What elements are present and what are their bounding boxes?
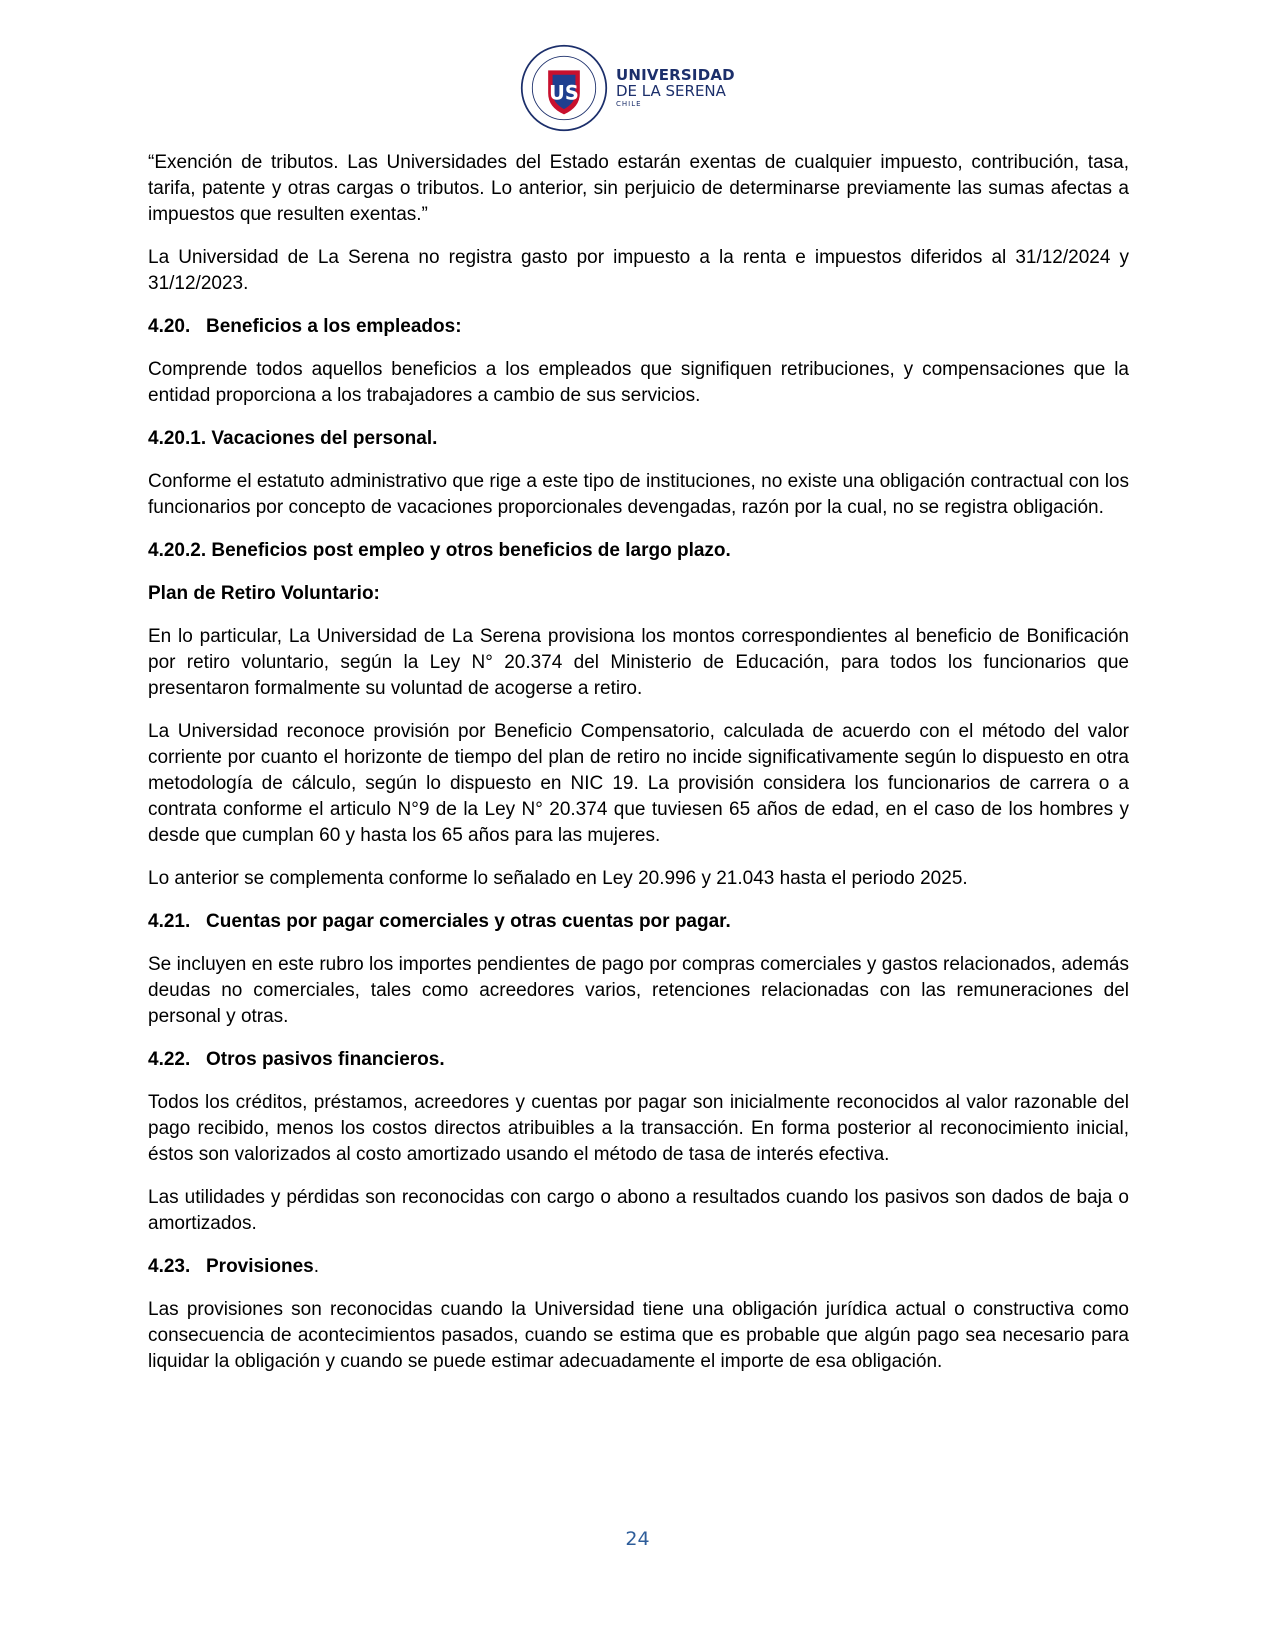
heading-title: Otros pasivos financieros. [206,1049,445,1070]
paragraph-accounts-payable: Se incluyen en este rubro los importes pendientes de pago por compras comerciales y gastos relacionados, además deudas no comerciales, tales como acreedores varios, retenciones relacionadas con las remuneraciones del personal y otras. [148,954,1129,1027]
svg-text:US: US [549,81,579,105]
heading-4-21 [148,909,1129,935]
logo-line-3: CHILE [616,99,642,108]
page-header [520,44,735,132]
logo-line-1: UNIVERSIDAD [616,66,735,85]
paragraph-tax-exemption-quote: “Exención de tributos. Las Universidades del Estado estarán exentas de cualquier impuesto, contribución, tasa, tarifa, patente y otras cargas o tributos. Lo anterior, sin perjuicio de determinarse previamente las sumas afectas a impuestos que resulten exentas.” [148,152,1129,225]
paragraph-provisions: Las provisiones son reconocidas cuando la Universidad tiene una obligación jurídica actual o constructiva como consecuencia de acontecimientos pasados, cuando se estima que es probable que algún pago sea necesario para liquidar la obligación y cuando se puede estimar adecuadamente el importe de esa obligación. [148,1299,1129,1372]
heading-4-23 [148,1254,1129,1280]
heading-plan-retiro: Plan de Retiro Voluntario: [148,583,380,604]
paragraph-retirement-bonus: En lo particular, La Universidad de La Serena provisiona los montos correspondientes al beneficio de Bonificación por retiro voluntario, según la Ley N° 20.374 del Ministerio de Educación, para todos los funcionarios que presentaron formalmente su voluntad de acogerse a retiro. [148,626,1129,699]
paragraph-law-complement: Lo anterior se complementa conforme lo señalado en Ley 20.996 y 21.043 hasta el periodo 2025. [148,868,968,889]
document-body [148,150,1129,1392]
logo-line-2: DE LA SERENA [616,81,726,100]
heading-title: Provisiones [206,1256,314,1277]
heading-4-22 [148,1047,1129,1073]
paragraph-financial-liabilities: Todos los créditos, préstamos, acreedores y cuentas por pagar son inicialmente reconocidos al valor razonable del pago recibido, menos los costos directos atribuibles a la transacción. En forma posterior al reconocimiento inicial, éstos son valorizados al costo amortizado usando el método de tasa de interés efectiva. [148,1092,1129,1165]
heading-period: . [313,1256,319,1277]
heading-4-20-2: 4.20.2. Beneficios post empleo y otros beneficios de largo plazo. [148,540,731,561]
heading-title: Beneficios a los empleados: [206,316,462,337]
university-logo-text [616,68,735,108]
heading-number: 4.20. [148,316,191,337]
paragraph-income-tax: La Universidad de La Serena no registra gasto por impuesto a la renta e impuestos diferidos al 31/12/2024 y 31/12/2023. [148,247,1129,294]
university-seal-icon [520,44,608,132]
page-number: 24 [625,1528,650,1550]
heading-number: 4.21. [148,911,191,932]
heading-title: Cuentas por pagar comerciales y otras cuentas por pagar. [206,911,731,932]
heading-4-20 [148,314,1129,340]
paragraph-employee-benefits: Comprende todos aquellos beneficios a los empleados que signifiquen retribuciones, y compensaciones que la entidad proporciona a los trabajadores a cambio de sus servicios. [148,359,1129,406]
paragraph-compensatory-benefit: La Universidad reconoce provisión por Beneficio Compensatorio, calculada de acuerdo con el método del valor corriente por cuanto el horizonte de tiempo del plan de retiro no incide significativamente según lo dispuesto en otra metodología de cálculo, según lo dispuesto en NIC 19. La provisión considera los funcionarios de carrera o a contrata conforme el articulo N°9 de la Ley N° 20.374 que tuviesen 65 años de edad, en el caso de los hombres y desde que cumplan 60 y hasta los 65 años para las mujeres. [148,721,1129,846]
heading-number: 4.22. [148,1049,191,1070]
paragraph-gains-losses: Las utilidades y pérdidas son reconocidas con cargo o abono a resultados cuando los pasivos son dados de baja o amortizados. [148,1187,1129,1234]
heading-number: 4.23. [148,1256,191,1277]
paragraph-vacations: Conforme el estatuto administrativo que rige a este tipo de instituciones, no existe una obligación contractual con los funcionarios por concepto de vacaciones proporcionales devengadas, razón por la cual, no se registra obligación. [148,471,1129,518]
heading-4-20-1: 4.20.1. Vacaciones del personal. [148,428,438,449]
